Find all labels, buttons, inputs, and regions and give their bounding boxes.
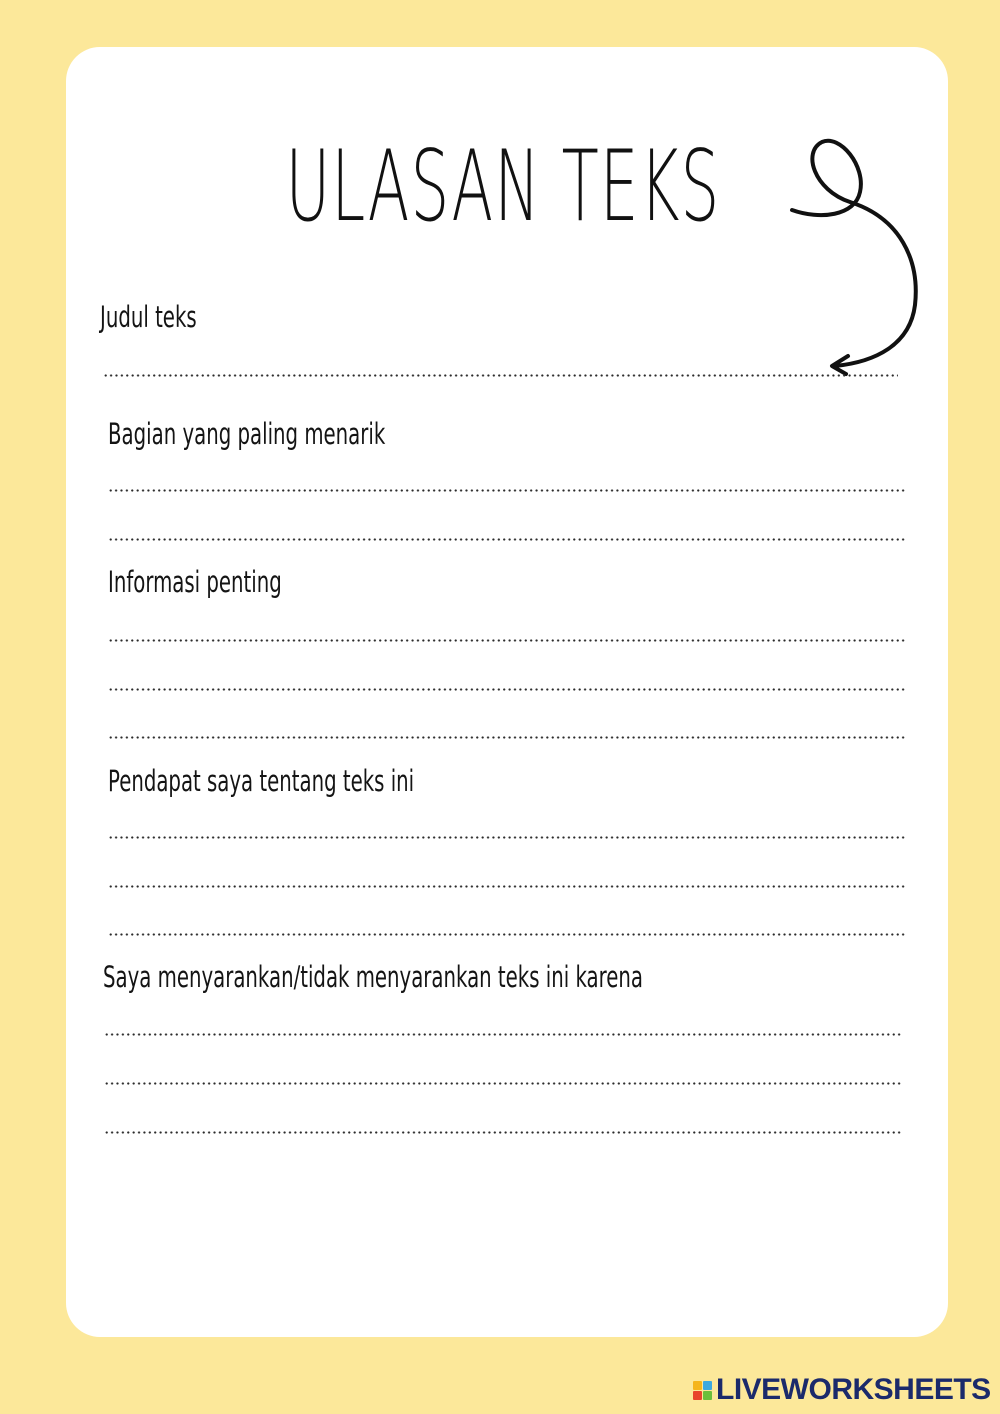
- liveworksheets-brand[interactable]: [693, 1372, 991, 1408]
- section-label-menyarankan: Saya menyarankan/tidak menyarankan teks ini karena: [103, 960, 644, 994]
- section-label-informasi-penting: Informasi penting: [108, 565, 282, 599]
- answer-line[interactable]: [104, 1131, 902, 1134]
- liveworksheets-logo-icon: [693, 1381, 712, 1400]
- answer-line[interactable]: [108, 489, 906, 492]
- answer-line[interactable]: [108, 538, 906, 541]
- worksheet-title: ULASAN TEKS: [285, 130, 721, 244]
- answer-line[interactable]: [108, 836, 906, 839]
- answer-line[interactable]: [103, 374, 898, 377]
- answer-line[interactable]: [108, 736, 906, 739]
- curly-arrow-icon: [780, 130, 940, 380]
- answer-line[interactable]: [108, 885, 906, 888]
- section-label-judul-teks: Judul teks: [100, 300, 197, 334]
- answer-line[interactable]: [108, 688, 906, 691]
- answer-line[interactable]: [104, 1033, 902, 1036]
- answer-line[interactable]: [108, 639, 906, 642]
- section-label-bagian-menarik: Bagian yang paling menarik: [108, 417, 386, 451]
- section-label-pendapat: Pendapat saya tentang teks ini: [108, 764, 415, 798]
- answer-line[interactable]: [108, 933, 906, 936]
- brand-name: LIVEWORKSHEETS: [716, 1373, 991, 1406]
- answer-line[interactable]: [104, 1082, 902, 1085]
